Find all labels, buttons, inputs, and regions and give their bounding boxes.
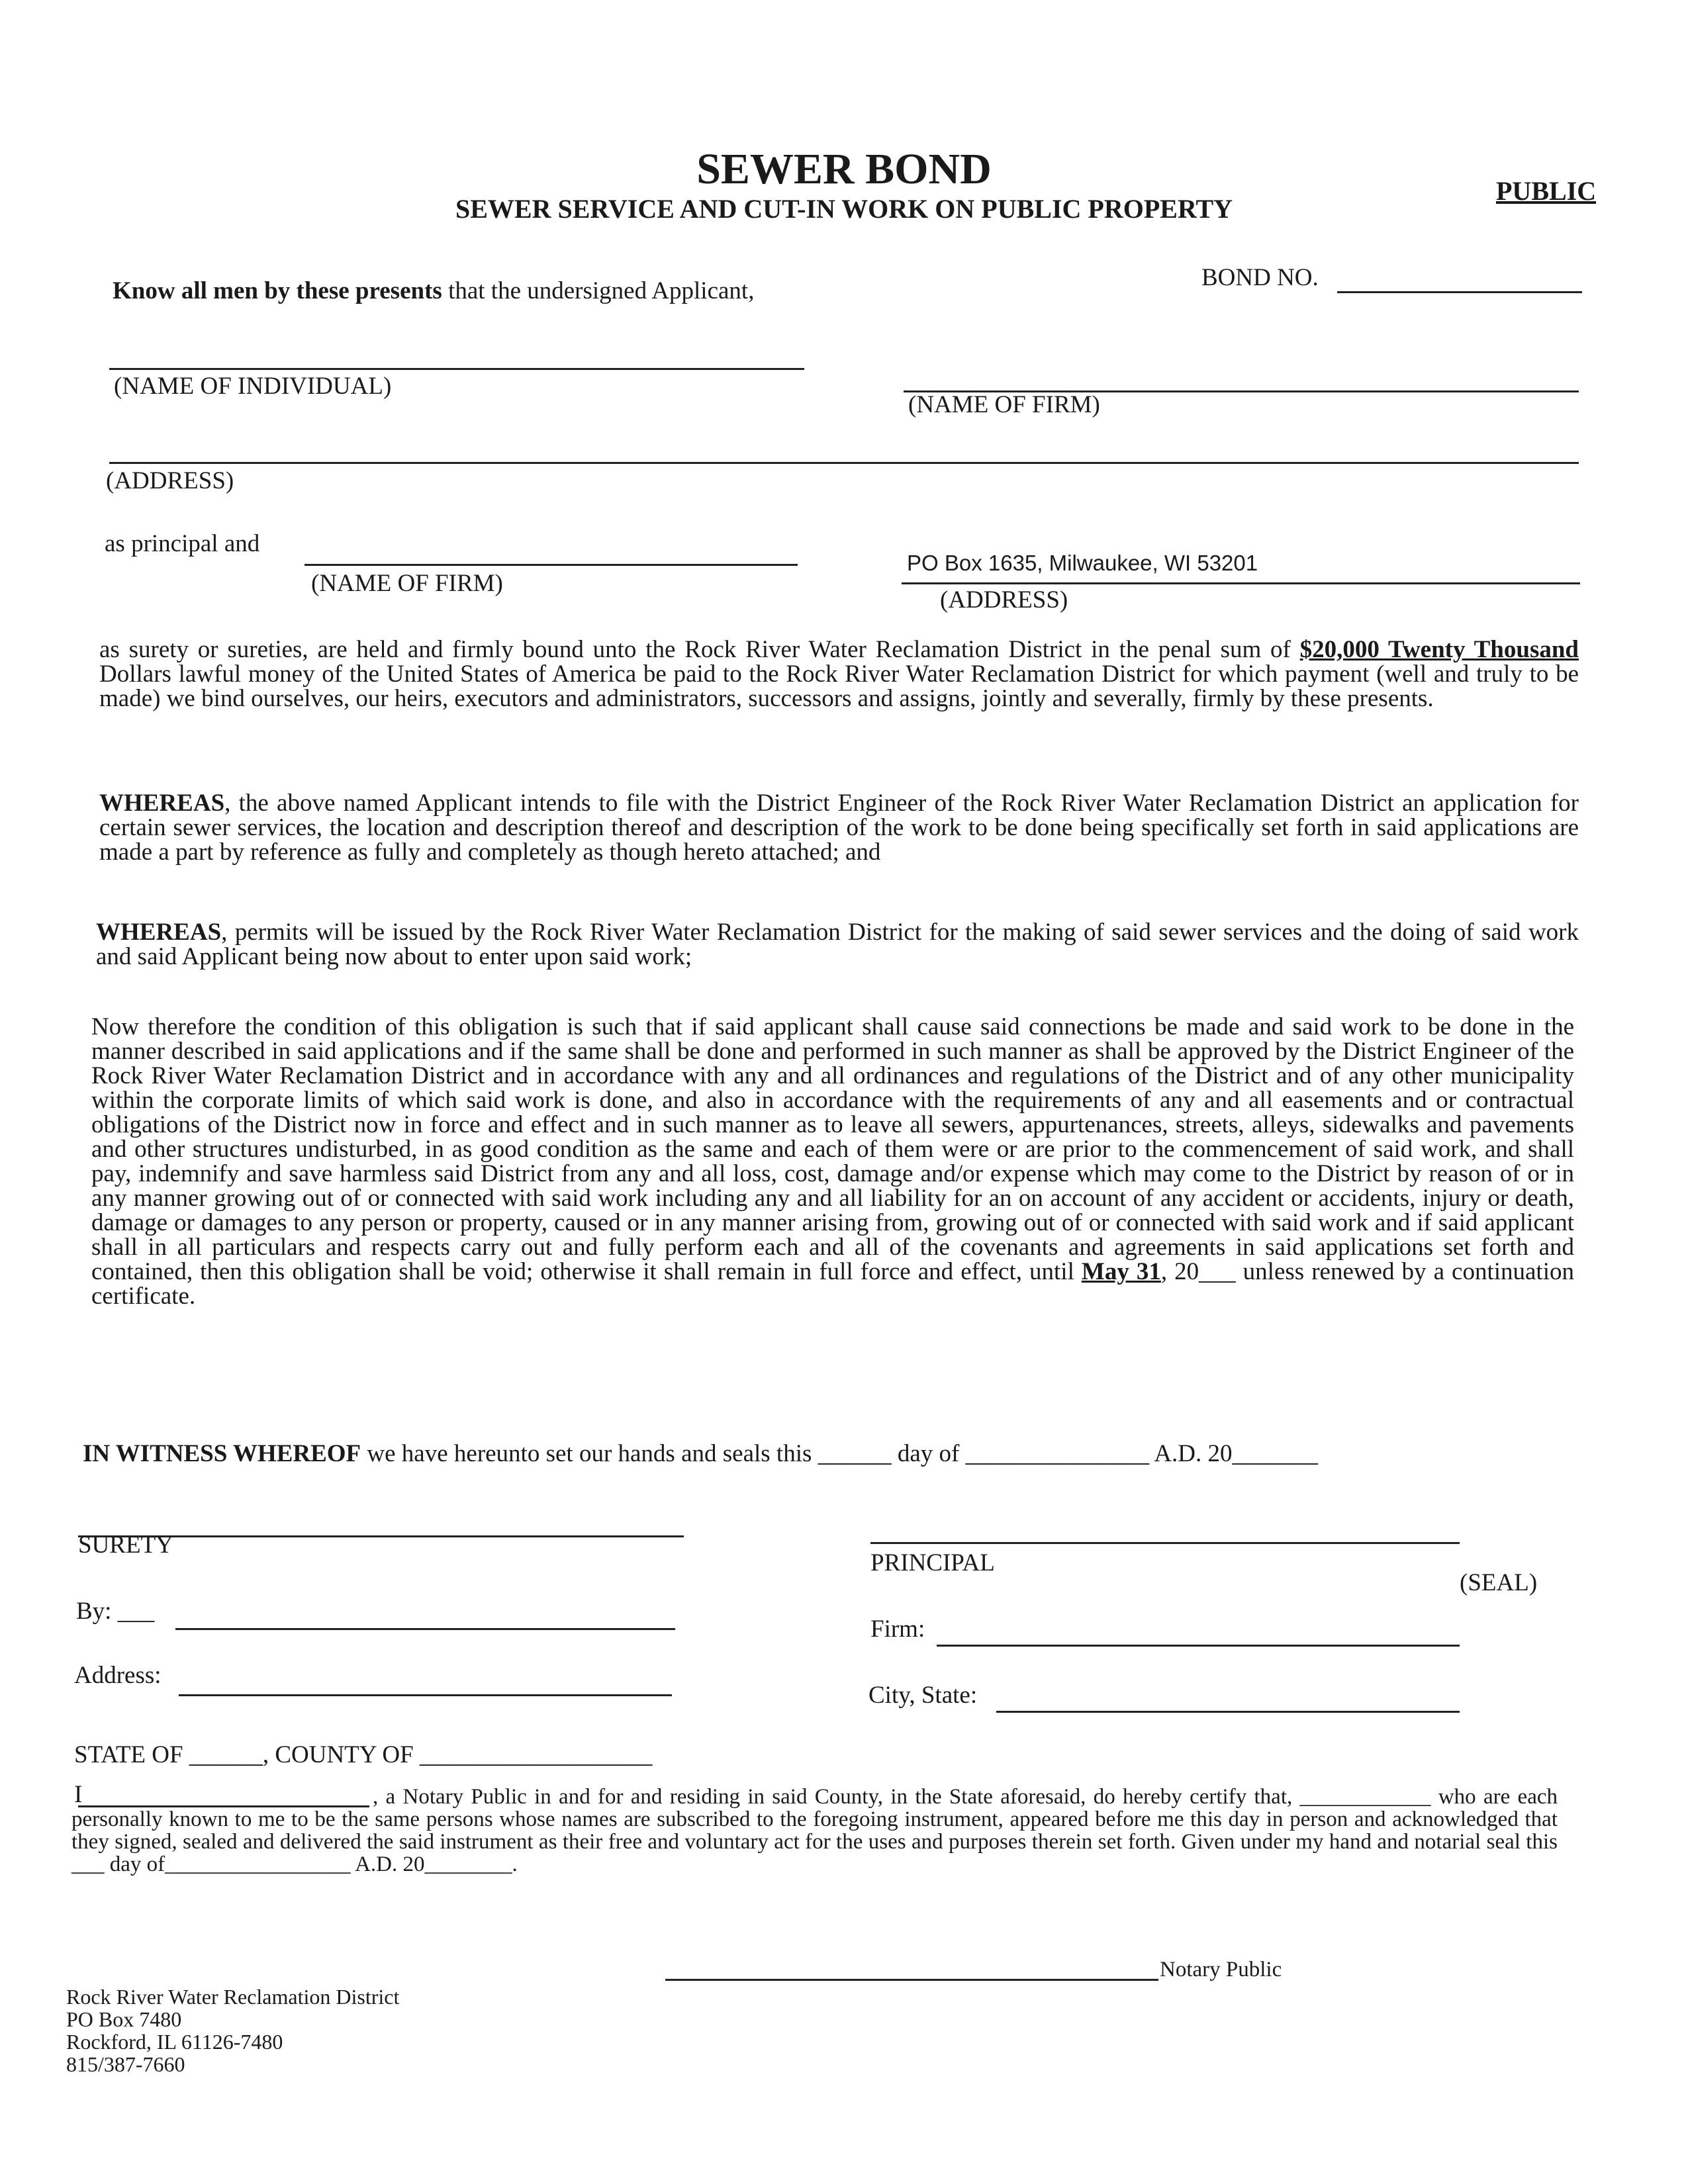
intro-rest: that the undersigned Applicant, <box>442 277 755 304</box>
p2-bold: WHEREAS <box>99 790 225 817</box>
by-line[interactable] <box>175 1628 675 1630</box>
city-state-line[interactable] <box>996 1711 1460 1713</box>
firm-line[interactable] <box>937 1645 1460 1647</box>
surety-firm-label: (NAME OF FIRM) <box>311 570 503 597</box>
paragraph-surety <box>99 637 1579 711</box>
p3-text: , permits will be issued by the Rock River Water Reclamation District for the making of said sewer services and the doing of said work and said Applicant being now about to enter upon said work; <box>96 919 1579 970</box>
notary-paragraph <box>71 1786 1558 1876</box>
paragraph-whereas-2 <box>96 920 1579 969</box>
surety-firm-line[interactable] <box>305 564 798 566</box>
p1-text-b: Dollars lawful money of the United States of America be paid to the Rock River Water Reclamation District for which payment (well and truly to be made) we bind ourselves, our heirs, executors and administrators, successors and assigns, jointly and severally, firmly by these presents. <box>99 660 1579 712</box>
address-line[interactable] <box>109 462 1579 464</box>
p2-text: , the above named Applicant intends to file with the District Engineer of the Rock River Water Reclamation District an application for certain sewer services, the location and description thereof and description of the work to be done being specifically set forth in said applications are made a part by reference as fully and completely as though hereto attached; and <box>99 790 1579 866</box>
principal-signature-line[interactable] <box>870 1542 1460 1544</box>
firm-label: Firm: <box>870 1615 925 1643</box>
notary-text: , a Notary Public in and for and residing in said County, in the State aforesaid, do hereby certify that, ____________ who are each personally known to me to be the same persons whose names are subscribed to the foregoing instrument, appeared before me this day in person and acknowledged that they signed, sealed and delivered the said instrument as their free and voluntary act for the uses and purposes therein set forth. Given under my hand and notarial seal this ___ day of_________________ A.D. 20________. <box>71 1785 1558 1876</box>
footer-address-block <box>66 1985 399 2075</box>
witness-line <box>83 1439 1318 1468</box>
witness-bold: IN WITNESS WHEREOF <box>83 1440 361 1467</box>
document-title: SEWER BOND <box>696 145 992 193</box>
document-subtitle: SEWER SERVICE AND CUT-IN WORK ON PUBLIC PROPERTY <box>455 194 1233 224</box>
footer-phone: 815/387-7660 <box>66 2052 185 2076</box>
p3-bold: WHEREAS <box>96 919 222 946</box>
footer-org: Rock River Water Reclamation District <box>66 1985 400 2009</box>
name-firm-label: (NAME OF FIRM) <box>908 391 1100 418</box>
state-county-line: STATE OF ______, COUNTY OF ___________________ <box>74 1741 653 1768</box>
p4-date: May 31 <box>1081 1258 1161 1285</box>
paragraph-condition <box>91 1015 1574 1308</box>
seal-label: (SEAL) <box>1460 1569 1538 1596</box>
name-individual-label: (NAME OF INDIVIDUAL) <box>114 373 392 400</box>
p1-amount: $20,000 Twenty Thousand <box>1299 636 1579 663</box>
surety-label: SURETY <box>78 1531 173 1559</box>
p1-text-a: as surety or sureties, are held and firmly bound unto the Rock River Water Reclamation District in the penal sum of <box>99 636 1300 663</box>
bond-no-label: BOND NO. <box>1201 264 1319 291</box>
p4-text: Now therefore the condition of this obligation is such that if said applicant shall cause said connections be made and said work to be done in the manner described in said applications and if the same shall be done and performed in such manner as shall be approved by the District Engineer of the Rock River Water Reclamation District and in accordance with any and all ordinances and regulations of the District and of any other municipality within the corporate limits of which said work is done, and also in accordance with the requirements of any and all easements and or contractual obligations of the District now in force and effect and in such manner as to leave all sewers, appurtenances, streets, alleys, sidewalks and pavements and other structures undisturbed, in as good condition as the same and each of them were or are prior to the commencement of said work, and shall pay, indemnify and save harmless said District from any and all loss, cost, damage and/or expense which may come to the District by reason of or in any manner growing out of or connected with said work including any and all liability for an on account of any accident or accidents, injury or death, damage or damages to any person or property, caused or in any manner arising from, growing out of or connected with said work and if said applicant shall in all particulars and respects carry out and fully perform each and all of the covenants and agreements in said applications set forth and contained, then this obligation shall be void; otherwise it shall remain in full force and effect, until <box>91 1013 1574 1285</box>
name-individual-line[interactable] <box>109 368 804 370</box>
notary-i: I <box>74 1781 83 1808</box>
by-label: By: ___ <box>76 1598 155 1625</box>
surety-address-sig-label: Address: <box>74 1662 162 1689</box>
surety-address-label: (ADDRESS) <box>940 586 1068 614</box>
p4-end: , 20___ unless renewed by a continuation certificate. <box>91 1258 1574 1310</box>
bond-no-line[interactable] <box>1337 291 1582 293</box>
footer-city: Rockford, IL 61126-7480 <box>66 2030 283 2054</box>
as-principal-label: as principal and <box>105 530 260 557</box>
paragraph-whereas-1 <box>99 791 1579 864</box>
intro-bold: Know all men by these presents <box>113 277 442 304</box>
surety-address-line[interactable] <box>902 582 1580 584</box>
surety-address-value: PO Box 1635, Milwaukee, WI 53201 <box>907 551 1258 575</box>
witness-text: we have hereunto set our hands and seals this ______ day of _______________ A.D. 20_______ <box>361 1440 1319 1467</box>
city-state-label: City, State: <box>868 1682 978 1709</box>
surety-address-sig-line[interactable] <box>179 1694 672 1696</box>
corner-tag: PUBLIC <box>1496 176 1597 206</box>
notary-public-label: Notary Public <box>1160 1958 1282 1981</box>
address-label: (ADDRESS) <box>106 467 234 494</box>
principal-label: PRINCIPAL <box>870 1549 995 1576</box>
footer-po-box: PO Box 7480 <box>66 2007 182 2031</box>
intro-line <box>113 277 754 305</box>
notary-signature-line[interactable] <box>665 1979 1158 1981</box>
